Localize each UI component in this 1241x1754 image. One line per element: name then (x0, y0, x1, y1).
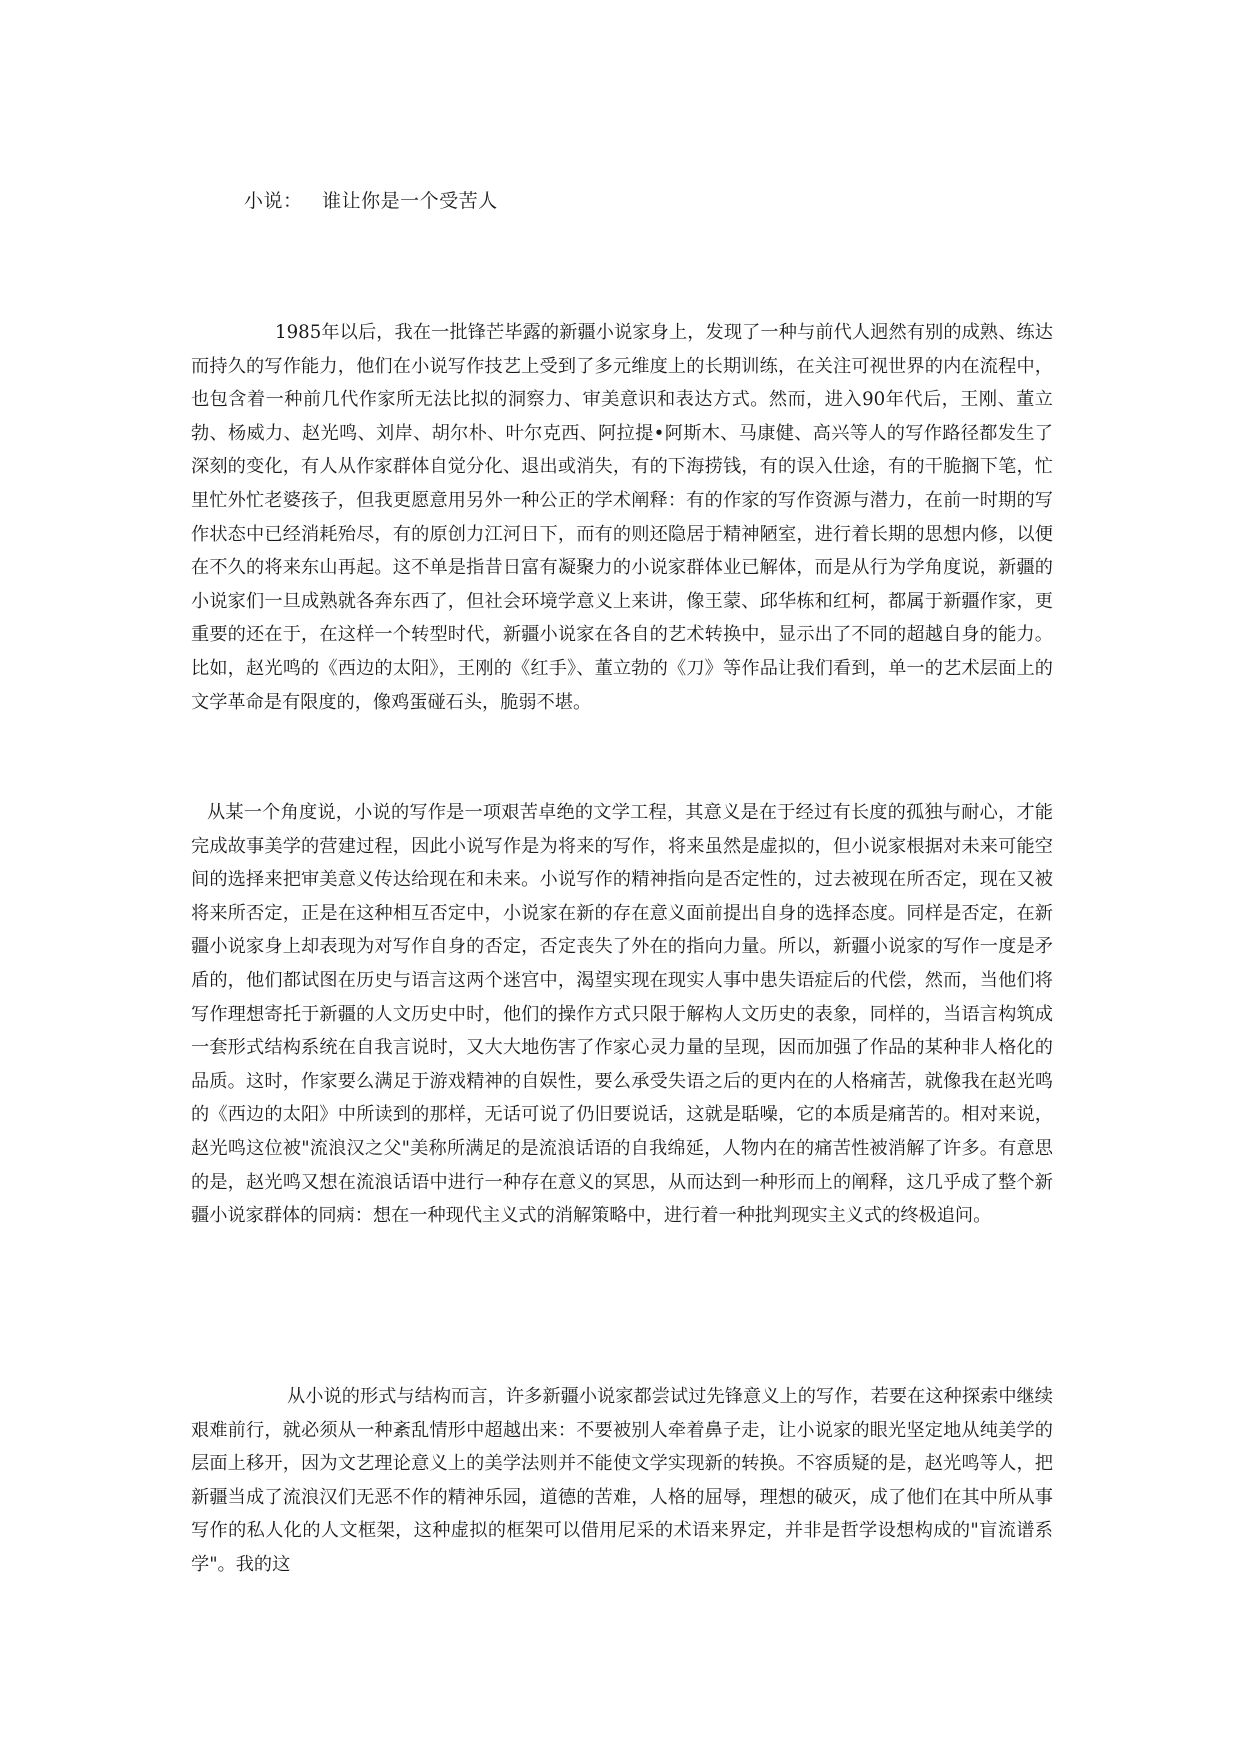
paragraph-3: 从小说的形式与结构而言，许多新疆小说家都尝试过先锋意义上的写作，若要在这种探索中继续艰难前行，就必须从一种紊乱情形中超越出来：不要被别人牵着鼻子走，让小说家的眼光坚定地从纯美学的层面上移开，因为文艺理论意义上的美学法则并不能使文学实现新的转换。不容质疑的是，赵光鸣等人，把新疆当成了流浪汉们无恶不作的精神乐园，道德的苦难，人格的屈辱，理想的破灭，成了他们在其中所从事写作的私人化的人文框架，这种虚拟的框架可以借用尼采的术语来界定，并非是哲学设想构成的"盲流谱系学"。我的这 (191, 1386, 1053, 1575)
paragraph-2: 从某一个角度说，小说的写作是一项艰苦卓绝的文学工程，其意义是在于经过有长度的孤独与耐心，才能完成故事美学的营建过程，因此小说写作是为将来的写作，将来虽然是虚拟的，但小说家根据对未来可能空间的选择来把审美意义传达给现在和未来。小说写作的精神指向是否定性的，过去被现在所否定，现在又被将来所否定，正是在这种相互否定中，小说家在新的存在意义面前提出自身的选择态度。同样是否定，在新疆小说家身上却表现为对写作自身的否定，否定丧失了外在的指向力量。所以，新疆小说家的写作一度是矛盾的，他们都试图在历史与语言这两个迷宫中，渴望实现在现实人事中患失语症后的代偿，然而，当他们将写作理想寄托于新疆的人文历史中时，他们的操作方式只限于解构人文历史的表象，同样的，当语言构筑成一套形式结构系统在自我言说时，又大大地伤害了作家心灵力量的呈现，因而加强了作品的某种非人格化的品质。这时，作家要么满足于游戏精神的自娱性，要么承受失语之后的更内在的人格痛苦，就像我在赵光鸣的《西边的太阳》中所读到的那样，无话可说了仍旧要说话，这就是聒噪，它的本质是痛苦的。相对来说，赵光鸣这位被"流浪汉之父"美称所满足的是流浪话语的自我绵延，人物内在的痛苦性被消解了许多。有意思的是，赵光鸣又想在流浪话语中进行一种存在意义的冥思，从而达到一种形而上的阐释，这几乎成了整个新疆小说家群体的同病：想在一种现代主义式的消解策略中，进行着一种批判现实主义式的终极追问。 (191, 802, 1053, 1227)
paragraph-1: 1985年以后，我在一批锋芒毕露的新疆小说家身上，发现了一种与前代人迥然有别的成熟、练达而持久的写作能力，他们在小说写作技艺上受到了多元维度上的长期训练，在关注可视世界的内在流程中，也包含着一种前几代作家所无法比拟的洞察力、审美意识和表达方式。然而，进入90年代后，王刚、董立勃、杨威力、赵光鸣、刘岸、胡尔朴、叶尔克西、阿拉提•阿斯木、马康健、高兴等人的写作路径都发生了深刻的变化，有人从作家群体自觉分化、退出或消失，有的下海捞钱，有的误入仕途，有的干脆搁下笔，忙里忙外忙老婆孩子，但我更愿意用另外一种公正的学术阐释：有的作家的写作资源与潜力，在前一时期的写作状态中已经消耗殆尽，有的原创力江河日下，而有的则还隐居于精神陋室，进行着长期的思想内修，以便在不久的将来东山再起。这不单是指昔日富有凝聚力的小说家群体业已解体，而是从行为学角度说，新疆的小说家们一旦成熟就各奔东西了，但社会环境学意义上来讲，像王蒙、邱华栋和红柯，都属于新疆作家，更重要的还在于，在这样一个转型时代，新疆小说家在各自的艺术转换中，显示出了不同的超越自身的能力。比如，赵光鸣的《西边的太阳》，王刚的《红手》、董立勃的《刀》等作品让我们看到，单一的艺术层面上的文学革命是有限度的，像鸡蛋碰石头，脆弱不堪。 (191, 322, 1053, 713)
document-title: 小说： 谁让你是一个受苦人 (244, 190, 498, 212)
